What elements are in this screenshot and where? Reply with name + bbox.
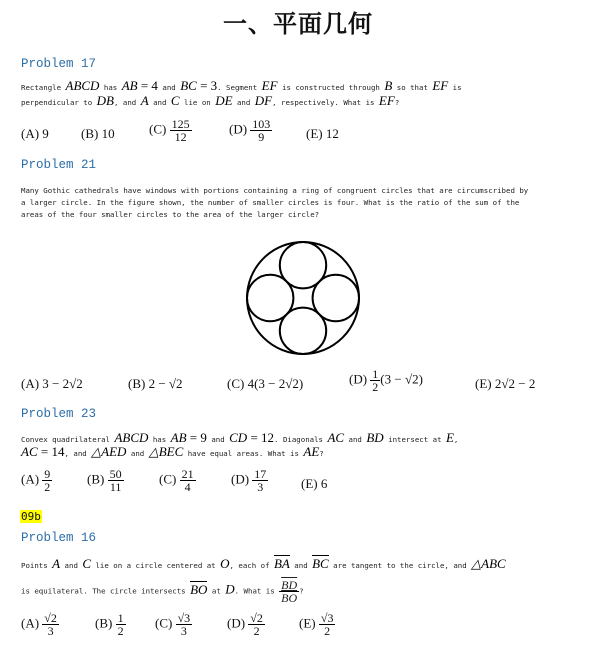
problem-17-line-2: perpendicular to DB, and A and C lie on DE and DF, respectively. What is EF? bbox=[21, 93, 400, 108]
problem-21-line-1: Many Gothic cathedrals have windows with portions containing a ring of congruent circles that are circumscribed by bbox=[21, 186, 529, 195]
choice-c: (C) $\frac{21}{4}$ bbox=[159, 467, 194, 494]
choice-e: (E) 6 bbox=[301, 476, 328, 491]
problem-23-heading: Problem 23 bbox=[21, 407, 97, 421]
choice-a: (A) 3 − 2√2 bbox=[21, 376, 83, 391]
choice-b: (B) $\frac{1}{2}$ bbox=[95, 611, 124, 638]
page-title: 一、平面几何 bbox=[223, 10, 373, 38]
choice-d: (D) $\frac{103}{9}$ bbox=[229, 117, 271, 144]
choice-a: (A) 9 bbox=[21, 126, 49, 141]
choice-e: (E) 2√2 − 2 bbox=[475, 376, 536, 391]
large-circle bbox=[247, 242, 359, 354]
choice-d: (D) $\frac{17}{3}$ bbox=[231, 467, 267, 494]
problem-17-heading: Problem 17 bbox=[21, 57, 97, 71]
choice-d: (D) $\frac{1}{2}$ (3 − √2) bbox=[349, 367, 423, 394]
choice-b: (B) 10 bbox=[81, 126, 115, 141]
choice-e: (E) 12 bbox=[306, 126, 339, 141]
problem-16-choices bbox=[21, 612, 581, 648]
choice-b: (B) 2 − √2 bbox=[128, 376, 183, 391]
highlight-tag: 09b bbox=[21, 510, 41, 523]
choice-a: (A) $\frac{9}{2}$ bbox=[21, 467, 51, 494]
problem-17-choices bbox=[21, 118, 581, 148]
problem-21-heading: Problem 21 bbox=[21, 158, 97, 172]
problem-21-line-3: areas of the four smaller circles to the area of the larger circle? bbox=[21, 210, 320, 219]
problem-21-choices bbox=[21, 368, 581, 398]
problem-17-line-1: Rectangle ABCD has AB = 4 and BC = 3. Segment EF is constructed through B so that EF is bbox=[21, 78, 462, 93]
choice-c: (C) $\frac{125}{12}$ bbox=[149, 117, 190, 144]
choice-b: (B) $\frac{50}{11}$ bbox=[87, 467, 122, 494]
problem-21-line-2: a larger circle. In the figure shown, the number of smaller circles is four. What is the ratio of the sum of the bbox=[21, 198, 520, 207]
problem-16-line-1: Points A and C lie on a circle centered at O, each of BA and BC are tangent to the circle, and △ABC bbox=[21, 556, 506, 571]
choice-e: (E) $\frac{√3}{2}$ bbox=[299, 611, 334, 638]
problem-16-heading: Problem 16 bbox=[21, 531, 97, 545]
choice-c: (C) 4(3 − 2√2) bbox=[227, 376, 304, 391]
problem-16-line-2: is equilateral. The circle intersects BO at D. What is $\frac{\overline{BD}}{BO}$ ? bbox=[21, 578, 304, 605]
gothic-window-figure bbox=[243, 238, 363, 358]
choice-c: (C) $\frac{√3}{3}$ bbox=[155, 611, 191, 638]
problem-23-choices bbox=[21, 468, 581, 498]
small-circle-left bbox=[247, 275, 293, 321]
choice-a: (A) $\frac{√2}{3}$ bbox=[21, 611, 57, 638]
problem-23-line-1: Convex quadrilateral ABCD has AB = 9 and CD = 12. Diagonals AC and BD intersect at E, bbox=[21, 430, 459, 445]
problem-23-line-2: AC = 14, and △AED and △BEC have equal areas. What is AE? bbox=[21, 444, 324, 459]
choice-d: (D) $\frac{√2}{2}$ bbox=[227, 611, 263, 638]
